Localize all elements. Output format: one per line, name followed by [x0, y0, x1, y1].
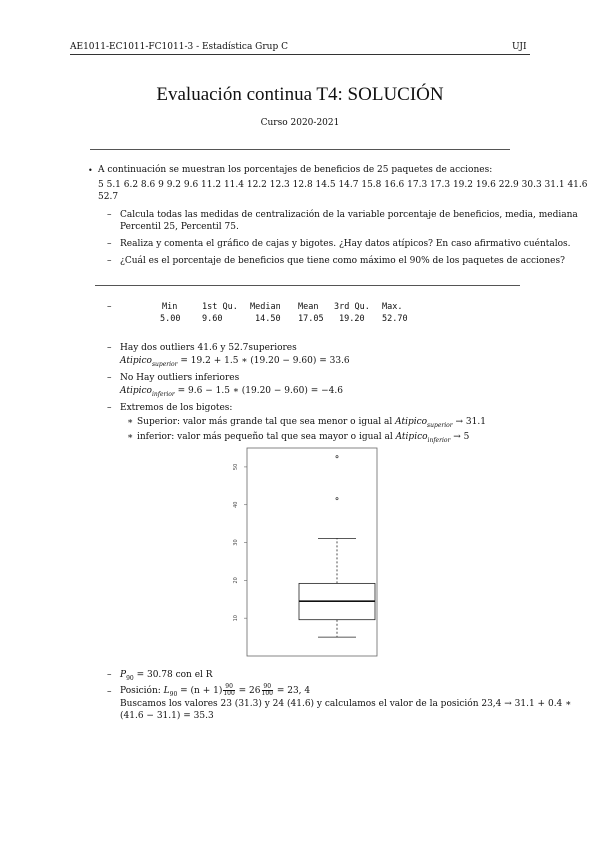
outlier-point-1	[336, 456, 338, 458]
atipico-superior-formula: Atipico$_{superior}$ = 19.2 + 1.5 ∗ (19.20 − 9.60) = 33.6	[120, 356, 350, 368]
y-axis	[233, 464, 247, 622]
summary-value-max: 52.70	[382, 314, 408, 324]
summary-header-mean: Mean	[298, 302, 319, 312]
fraction-90-100-a: $\frac{90}{100}$	[223, 683, 235, 697]
data-values-line2: 52.7	[98, 192, 119, 202]
summary-value-q1: 9.60	[202, 314, 223, 324]
summary-value-mean: 17.05	[298, 314, 324, 324]
question-dash-3: –	[107, 256, 112, 266]
section-rule	[95, 285, 520, 286]
y-tick-label-0: 10	[233, 614, 239, 622]
running-header-institution: UJI	[512, 42, 527, 52]
title-rule	[90, 149, 510, 150]
summary-header-median: Median	[250, 302, 281, 312]
fraction-90-100-b: $\frac{90}{100}$	[261, 683, 273, 697]
y-tick-label-1: 20	[233, 577, 239, 584]
whisker-superior-text: Superior: valor más grande tal que sea menor o igual al Atipico$_{superior}$ → 31.1	[137, 417, 486, 429]
atipico-inferior-formula: Atipico$_{inferior}$ = 9.6 − 1.5 ∗ (19.20 − 9.60) = −4.6	[120, 386, 343, 398]
outlier-points	[336, 456, 338, 500]
p90-result: $P_{90} = 30.78$ con el R	[120, 670, 213, 682]
outlier-point-0	[336, 498, 338, 500]
summary-value-q3: 19.20	[339, 314, 365, 324]
outlier-inf-dash: –	[107, 373, 112, 383]
summary-value-min: 5.00	[160, 314, 181, 324]
outliers-superior-text: Hay dos outliers 41.6 y 52.7superiores	[120, 343, 297, 353]
problem-intro: A continuación se muestran los porcentajes de beneficios de 25 paquetes de acciones:	[98, 165, 493, 175]
question-1-line1: Calcula todas las medidas de centralización de la variable porcentaje de beneficios, media, mediana	[120, 210, 578, 220]
whisker-sup-star: ∗	[127, 417, 134, 427]
p90-dash: –	[107, 670, 112, 680]
y-tick-label-3: 40	[233, 501, 239, 508]
course-year: Curso 2020-2021	[260, 118, 340, 128]
y-tick-label-2: 30	[233, 539, 239, 546]
summary-header-q1: 1st Qu.	[202, 302, 238, 312]
header-rule	[70, 54, 530, 55]
problem-bullet: •	[88, 166, 93, 175]
outlier-sup-dash: –	[107, 343, 112, 353]
position-formula: Posición: $L_{90} = (n + 1)$ $\frac{90}{100}$ = 26 $\frac{90}{100}$ = 23, 4	[120, 683, 311, 698]
page-title: Evaluación continua T4: SOLUCIÓN	[156, 84, 444, 105]
question-1-line2: Percentil 25, Percentil 75.	[120, 222, 239, 232]
outliers-inferior-text: No Hay outliers inferiores	[120, 373, 240, 383]
question-2: Realiza y comenta el gráfico de cajas y bigotes. ¿Hay datos atípicos? En caso afirmativo cuéntalos.	[120, 239, 571, 249]
summary-header-max: Max.	[382, 302, 403, 312]
data-values-line1: 5 5.1 6.2 8.6 9 9.2 9.6 11.2 11.4 12.2 12.3 12.8 14.5 14.7 15.8 16.6 17.3 17.3 19.2 19.6 22.9 30.3 31.1 41.6	[98, 180, 588, 190]
position-dash: –	[107, 687, 112, 697]
summary-dash: –	[107, 302, 112, 312]
summary-value-median: 14.50	[255, 314, 281, 324]
whiskers-title: Extremos de los bigotes:	[120, 403, 233, 413]
whiskers-dash: –	[107, 403, 112, 413]
search-values-line1: Buscamos los valores 23 (31.3) y 24 (41.6) y calculamos el valor de la posición 23,4 → 31.1 + 0.4 ∗	[120, 699, 572, 709]
question-dash-2: –	[107, 239, 112, 249]
boxplot-chart	[222, 445, 382, 660]
y-tick-label-4: 50	[233, 463, 239, 471]
running-header-course: AE1011-EC1011-FC1011-3 - Estadística Grup C	[70, 42, 288, 52]
question-dash-1: –	[107, 210, 112, 220]
whisker-inferior-text: inferior: valor más pequeño tal que sea mayor o igual al Atipico$_{inferior}$ → 5	[137, 432, 470, 444]
whisker-inf-star: ∗	[127, 432, 134, 442]
summary-header-q3: 3rd Qu.	[334, 302, 370, 312]
plot-frame	[247, 448, 377, 656]
summary-header-min: Min	[162, 302, 178, 312]
search-values-line2: (41.6 − 31.1) = 35.3	[120, 711, 214, 721]
question-3: ¿Cuál es el porcentaje de beneficios que tiene como máximo el 90% de los paquetes de acciones?	[120, 256, 565, 266]
